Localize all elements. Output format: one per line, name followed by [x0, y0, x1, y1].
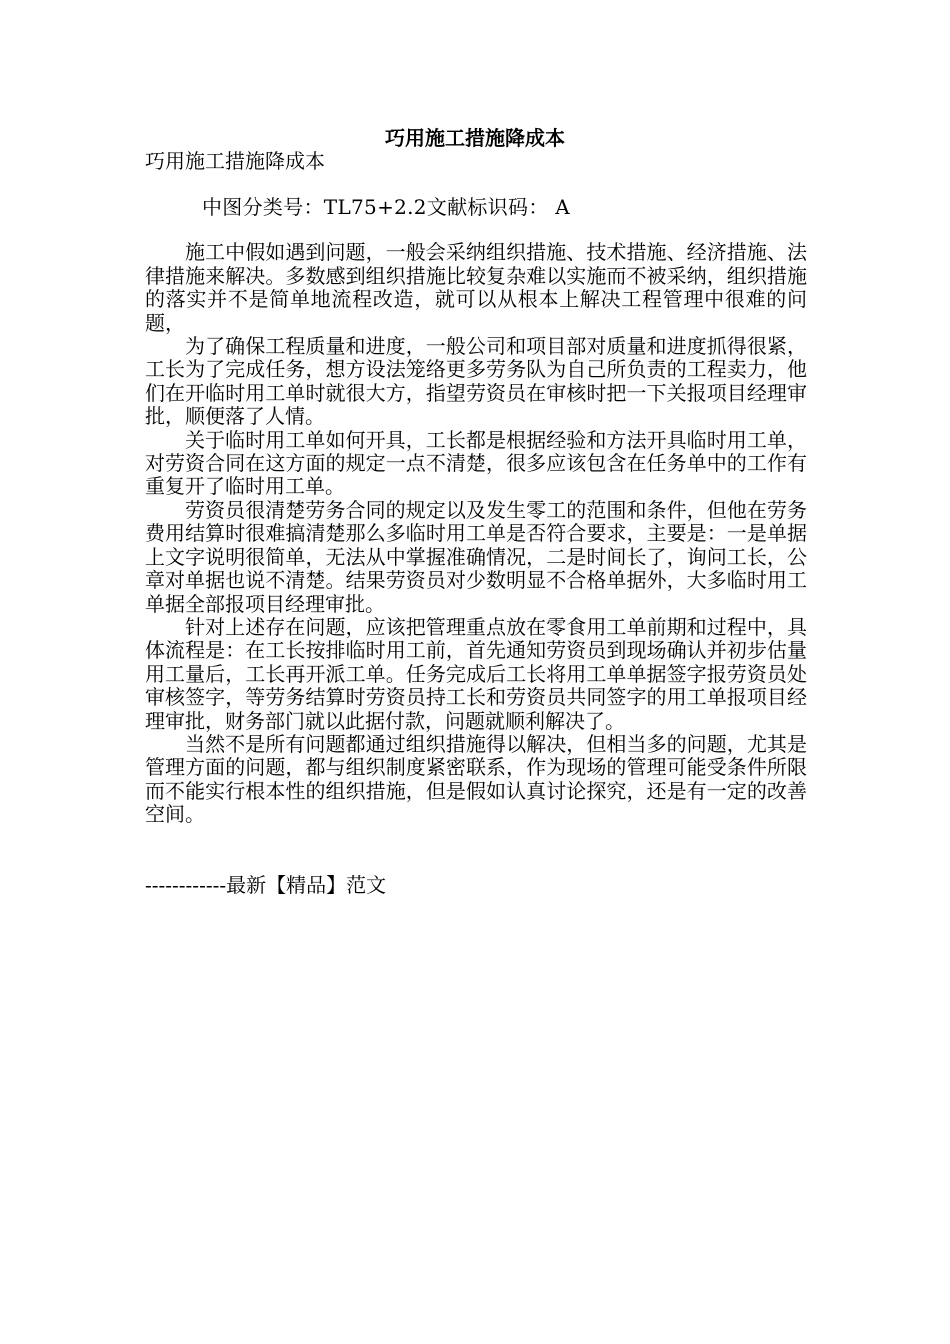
document-body — [145, 148, 807, 897]
paragraph-5: 针对上述存在问题，应该把管理重点放在零食用工单前期和过程中，具体流程是：在工长按排临时用工前，首先通知劳资员到现场确认并初步估量用工量后，工长再开派工单。任务完成后工长将用工单单据签字报劳资员处审核签字，等劳务结算时劳资员持工长和劳资员共同签字的用工单报项目经理审批，财务部门就以此据付款，问题就顺利解决了。 — [145, 614, 807, 733]
paragraph-6: 当然不是所有问题都通过组织措施得以解决，但相当多的问题，尤其是管理方面的问题，都与组织制度紧密联系，作为现场的管理可能受条件所限而不能实行根本性的组织措施，但是假如认真讨论探究，还是有一定的改善空间。 — [145, 731, 807, 827]
classification-line: 中图分类号：TL75+2.2文献标识码： A — [202, 195, 571, 219]
paragraph-3: 关于临时用工单如何开具，工长都是根据经验和方法开具临时用工单，对劳资合同在这方面的规定一点不清楚，很多应该包含在任务单中的工作有重复开了临时用工单。 — [145, 427, 807, 499]
paragraph-1: 施工中假如遇到问题，一般会采纳组织措施、技术措施、经济措施、法律措施来解决。多数感到组织措施比较复杂难以实施而不被采纳，组织措施的落实并不是简单地流程改造，就可以从根本上解决工程管理中很难的问题， — [145, 240, 807, 335]
document-subtitle: 巧用施工措施降成本 — [145, 149, 325, 173]
paragraph-2: 为了确保工程质量和进度，一般公司和项目部对质量和进度抓得很紧，工长为了完成任务，想方设法笼络更多劳务队为自己所负责的工程卖力，他们在开临时用工单时就很大方，指望劳资员在审核时把一下关报项目经理审批，顺便落了人情。 — [145, 334, 807, 429]
paragraph-4: 劳资员很清楚劳务合同的规定以及发生零工的范围和条件，但他在劳务费用结算时很难搞清楚那么多临时用工单是否符合要求，主要是：一是单据上文字说明很简单，无法从中掌握准确情况，二是时间长了，询问工长，公章对单据也说不清楚。结果劳资员对少数明显不合格单据外，大多临时用工单据全部报项目经理审批。 — [145, 497, 807, 616]
document-title: 巧用施工措施降成本 — [385, 126, 565, 150]
footer-line: ------------最新【精品】范文 — [145, 872, 387, 897]
